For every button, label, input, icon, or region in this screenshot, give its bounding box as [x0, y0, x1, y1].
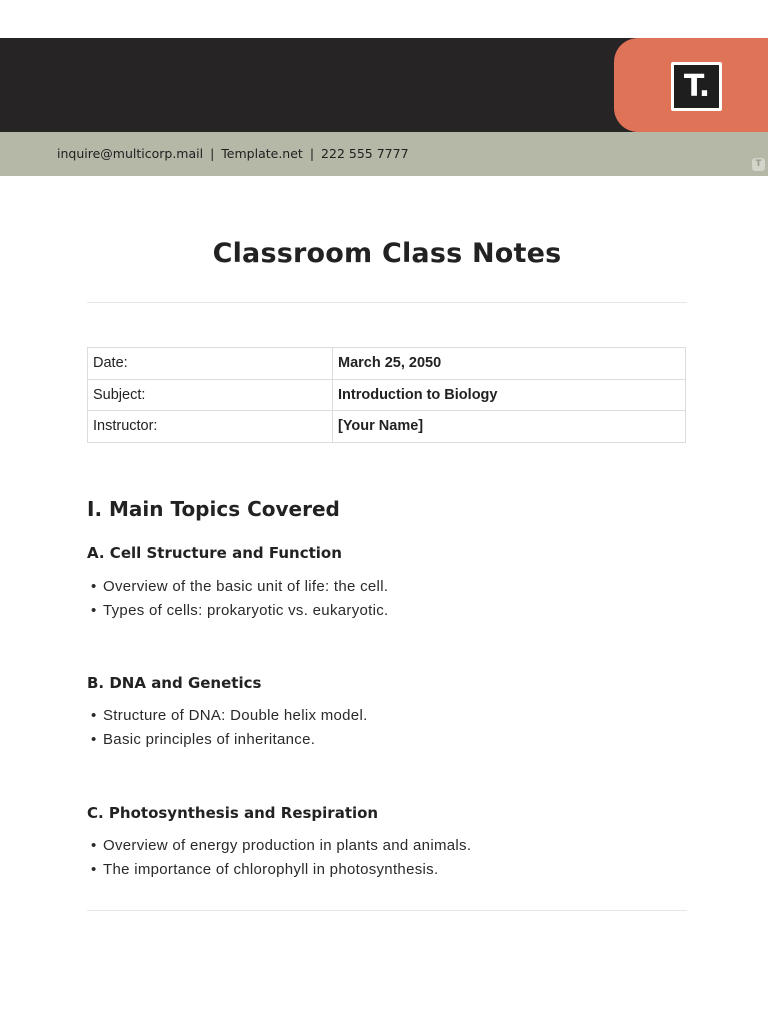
list-item-text: Structure of DNA: Double helix model.	[103, 707, 368, 724]
contact-line	[57, 146, 409, 161]
list-item	[91, 728, 368, 752]
subsection-heading: A. Cell Structure and Function	[87, 544, 342, 562]
contact-separator: |	[210, 146, 215, 161]
info-value: [Your Name]	[333, 411, 686, 443]
bullet-icon: •	[91, 707, 97, 724]
bullet-list	[91, 704, 368, 752]
subsection-heading: C. Photosynthesis and Respiration	[87, 804, 379, 822]
list-item	[91, 704, 368, 728]
list-item-text: Overview of the basic unit of life: the cell.	[103, 578, 389, 595]
page-title: Classroom Class Notes	[212, 238, 562, 269]
table-row	[88, 348, 686, 380]
list-item-text: The importance of chlorophyll in photosynthesis.	[103, 861, 439, 878]
list-item	[91, 599, 389, 623]
bullet-icon: •	[91, 837, 97, 854]
list-item-text: Types of cells: prokaryotic vs. eukaryotic.	[103, 602, 389, 619]
brand-logo	[671, 62, 722, 111]
table-row	[88, 411, 686, 443]
info-table	[87, 347, 686, 443]
list-item	[91, 834, 471, 858]
bullet-list	[91, 834, 471, 882]
list-item-text: Basic principles of inheritance.	[103, 731, 316, 748]
bullet-icon: •	[91, 602, 97, 619]
bullet-icon: •	[91, 861, 97, 878]
info-label: Date:	[88, 348, 333, 380]
contact-phone: 222 555 7777	[321, 146, 409, 161]
template-corner-icon: T	[752, 158, 765, 171]
divider-top	[87, 302, 687, 303]
subsection-heading: B. DNA and Genetics	[87, 674, 262, 692]
bullet-list	[91, 575, 389, 623]
list-item	[91, 575, 389, 599]
info-value: March 25, 2050	[333, 348, 686, 380]
list-item	[91, 858, 471, 882]
section-heading-main: I. Main Topics Covered	[87, 497, 340, 521]
info-value: Introduction to Biology	[333, 379, 686, 411]
info-label: Subject:	[88, 379, 333, 411]
contact-email[interactable]: inquire@multicorp.mail	[57, 146, 204, 161]
info-label: Instructor:	[88, 411, 333, 443]
bullet-icon: •	[91, 731, 97, 748]
table-row	[88, 379, 686, 411]
contact-separator: |	[309, 146, 315, 161]
contact-website[interactable]: Template.net	[221, 146, 303, 161]
divider-bottom	[87, 910, 687, 911]
logo-text: T.	[674, 65, 719, 108]
list-item-text: Overview of energy production in plants and animals.	[103, 837, 472, 854]
bullet-icon: •	[91, 578, 97, 595]
